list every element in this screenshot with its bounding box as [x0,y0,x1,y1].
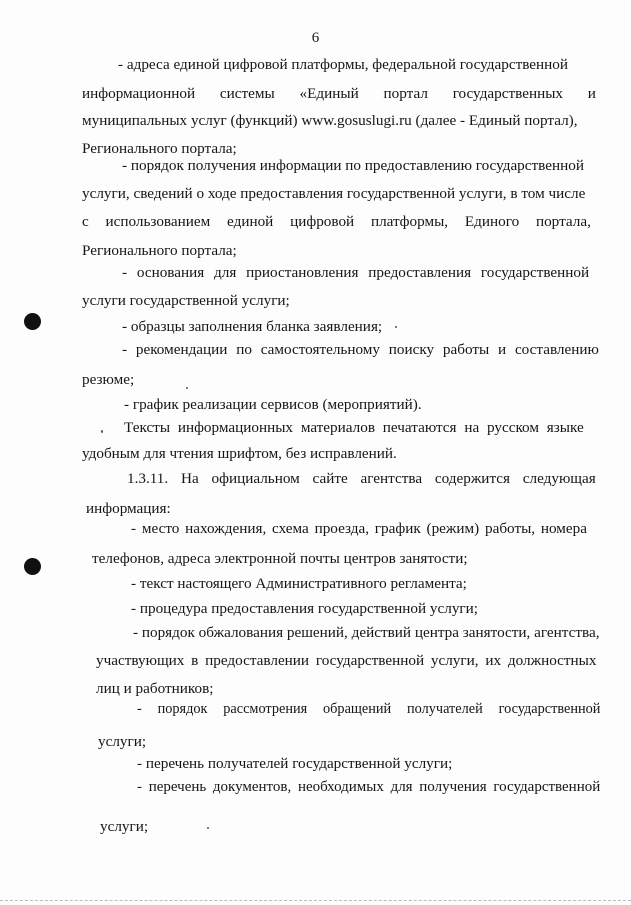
text-line: услуги государственной услуги; [82,292,290,309]
page-number: 6 [311,30,320,46]
text-line: - текст настоящего Административного регламента; [131,575,467,592]
text-line: - основания для приостановления предоставления государственной [122,264,590,281]
punch-hole-bottom [24,558,41,575]
text-line: удобным для чтения шрифтом, без исправлений. [82,445,397,462]
text-line: с использованием единой цифровой платформы, Единого портала, [82,213,591,230]
text-line: информационной системы «Единый портал государственных и [82,85,596,102]
text-line: - процедура предоставления государственной услуги; [131,600,479,617]
text-line: резюме; [82,371,135,388]
text-line: - порядок получения информации по предоставлению государственной [122,157,584,174]
text-line: Регионального портала; [82,140,237,157]
text-line: - перечень получателей государственной услуги; [137,755,453,772]
text-line: Регионального портала; [82,242,237,259]
text-line: услуги; [98,733,147,750]
text-line: участвующих в предоставлении государственной услуги, их должностных [96,652,597,669]
punch-hole-top [24,313,41,330]
text-line: - перечень документов, необходимых для получения государственной [137,778,601,795]
text-line: - порядок обжалования решений, действий центра занятости, агентства, [133,624,600,641]
text-line: 1.3.11. На официальном сайте агентства содержится следующая [127,470,596,487]
scan-speck [186,387,188,389]
scan-speck [395,326,397,328]
page-bottom-edge [0,900,631,902]
text-line: - место нахождения, схема проезда, график (режим) работы, номера [131,520,587,537]
text-line: - график реализации сервисов (мероприятий). [124,396,422,413]
text-line: услуги, сведений о ходе предоставления государственной услуги, в том числе [82,185,586,202]
text-line: услуги; [100,818,149,835]
text-line: - адреса единой цифровой платформы, федеральной государственной [118,56,569,73]
text-line: телефонов, адреса электронной почты центров занятости; [92,550,468,567]
text-line: - рекомендации по самостоятельному поиску работы и составлению [122,341,599,358]
text-line: информация: [86,500,171,517]
text-line: - образцы заполнения бланка заявления; [122,318,383,335]
text-line: Тексты информационных материалов печатаются на русском языке [124,419,584,436]
text-line: - порядок рассмотрения обращений получателей государственной [137,700,601,717]
text-line: муниципальных услуг (функций) www.gosuslugi.ru (далее - Единый портал), [82,112,578,129]
scan-speck [101,430,103,433]
text-line: лиц и работников; [96,680,214,697]
scan-speck [207,827,209,829]
